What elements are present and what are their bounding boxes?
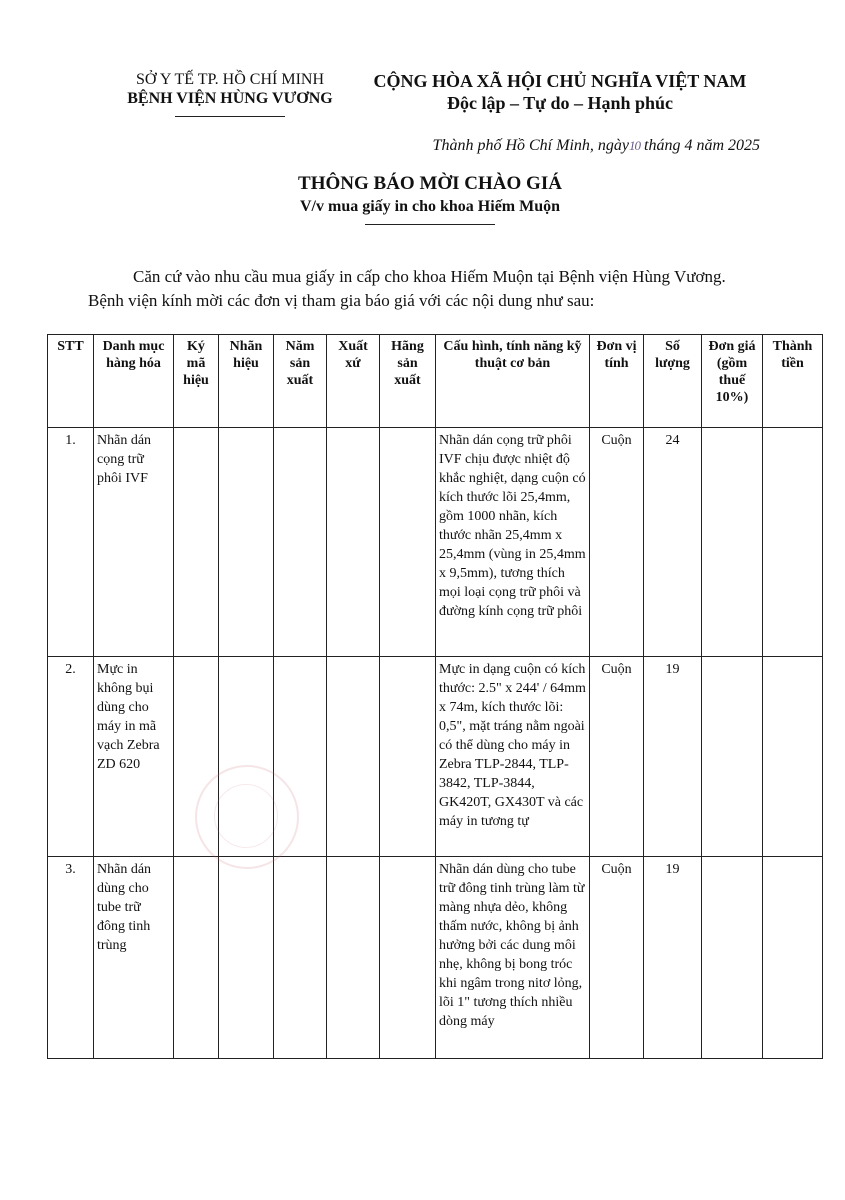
- cell-brand: [219, 428, 274, 657]
- cell-price: [702, 857, 763, 1059]
- cell-price: [702, 657, 763, 857]
- title-divider: [365, 224, 495, 225]
- intro-paragraph-2: Bệnh viện kính mời các đơn vị tham gia báo giá với các nội dung như sau:: [88, 291, 595, 310]
- cell-total: [763, 857, 823, 1059]
- intro-text: [88, 265, 788, 313]
- header-left-divider: [175, 116, 285, 117]
- header-qty: Số lượng: [644, 335, 702, 428]
- cell-maker: [380, 857, 436, 1059]
- date-prefix: Thành phố Hồ Chí Minh, ngày: [432, 137, 629, 154]
- cell-unit: Cuộn: [590, 428, 644, 657]
- cell-origin: [327, 657, 380, 857]
- date-line: [360, 137, 760, 155]
- cell-unit: Cuộn: [590, 857, 644, 1059]
- national-header: [350, 70, 770, 114]
- header-code: Ký mã hiệu: [174, 335, 219, 428]
- date-day-handwritten: 10: [629, 138, 640, 153]
- faded-stamp-inner-ring: [214, 784, 278, 848]
- quotation-table: [47, 334, 823, 1059]
- header-unit: Đơn vị tính: [590, 335, 644, 428]
- cell-stt: 2.: [48, 657, 94, 857]
- cell-stt: 3.: [48, 857, 94, 1059]
- cell-origin: [327, 428, 380, 657]
- intro-paragraph-1: Căn cứ vào nhu cầu mua giấy in cấp cho khoa Hiếm Muộn tại Bệnh viện Hùng Vương.: [133, 267, 726, 286]
- header-spec: Cấu hình, tính năng kỹ thuật cơ bản: [436, 335, 590, 428]
- cell-maker: [380, 657, 436, 857]
- cell-spec: Mực in dạng cuộn có kích thước: 2.5" x 244' / 64mm x 74m, kích thước lõi: 0,5", mặt tráng nằm ngoài có thể dùng cho máy in Zebra TLP-2844, TLP-3842, TLP-3844, GK420T, GX430T và các máy in tương tự: [436, 657, 590, 857]
- table-row: [48, 428, 823, 657]
- header-maker: Hãng sản xuất: [380, 335, 436, 428]
- header-brand: Nhãn hiệu: [219, 335, 274, 428]
- cell-total: [763, 428, 823, 657]
- cell-code: [174, 857, 219, 1059]
- cell-year: [274, 428, 327, 657]
- cell-name: Nhãn dán dùng cho tube trữ đông tinh trùng: [94, 857, 174, 1059]
- cell-year: [274, 857, 327, 1059]
- cell-price: [702, 428, 763, 657]
- header-total: Thành tiền: [763, 335, 823, 428]
- cell-spec: Nhãn dán cọng trữ phôi IVF chịu được nhiệt độ khắc nghiệt, dạng cuộn có kích thước lõi 25,4mm, gồm 1000 nhãn, kích thước nhãn 25,4mm x 25,4mm (vùng in 25,4mm x 9,5mm), tương thích mọi loại cọng trữ phôi và đường kính cọng trữ phôi: [436, 428, 590, 657]
- department-name: SỞ Y TẾ TP. HỒ CHÍ MINH: [135, 71, 324, 88]
- document-subject: V/v mua giấy in cho khoa Hiếm Muộn: [299, 198, 561, 215]
- cell-qty: 24: [644, 428, 702, 657]
- cell-maker: [380, 428, 436, 657]
- header-price: Đơn giá (gồm thuế 10%): [702, 335, 763, 428]
- cell-stt: 1.: [48, 428, 94, 657]
- cell-qty: 19: [644, 657, 702, 857]
- cell-origin: [327, 857, 380, 1059]
- nation-title: CỘNG HÒA XÃ HỘI CHỦ NGHĨA VIỆT NAM: [373, 71, 747, 91]
- table-header-row: [48, 335, 823, 428]
- cell-qty: 19: [644, 857, 702, 1059]
- date-suffix: tháng 4 năm 2025: [644, 137, 760, 154]
- cell-spec: Nhãn dán dùng cho tube trữ đông tinh trùng làm từ màng nhựa dẻo, không thấm nước, không bị ảnh hưởng bởi các dung môi nhẹ, không bị bong tróc khi ngâm trong nitơ lỏng, lõi 1" tương thích nhiều dòng máy: [436, 857, 590, 1059]
- cell-unit: Cuộn: [590, 657, 644, 857]
- header-origin: Xuất xứ: [327, 335, 380, 428]
- document-title: THÔNG BÁO MỜI CHÀO GIÁ: [298, 173, 562, 194]
- cell-code: [174, 428, 219, 657]
- cell-name: Mực in không bụi dùng cho máy in mã vạch Zebra ZD 620: [94, 657, 174, 857]
- cell-total: [763, 657, 823, 857]
- header-stt: STT: [48, 335, 94, 428]
- document-title-block: [230, 172, 630, 225]
- cell-brand: [219, 857, 274, 1059]
- hospital-name: BỆNH VIỆN HÙNG VƯƠNG: [127, 90, 333, 107]
- header-name: Danh mục hàng hóa: [94, 335, 174, 428]
- cell-name: Nhãn dán cọng trữ phôi IVF: [94, 428, 174, 657]
- nation-motto: Độc lập – Tự do – Hạnh phúc: [446, 93, 674, 113]
- header-year: Năm sản xuất: [274, 335, 327, 428]
- table-row: [48, 657, 823, 857]
- organization-header: [100, 70, 360, 117]
- table-row: [48, 857, 823, 1059]
